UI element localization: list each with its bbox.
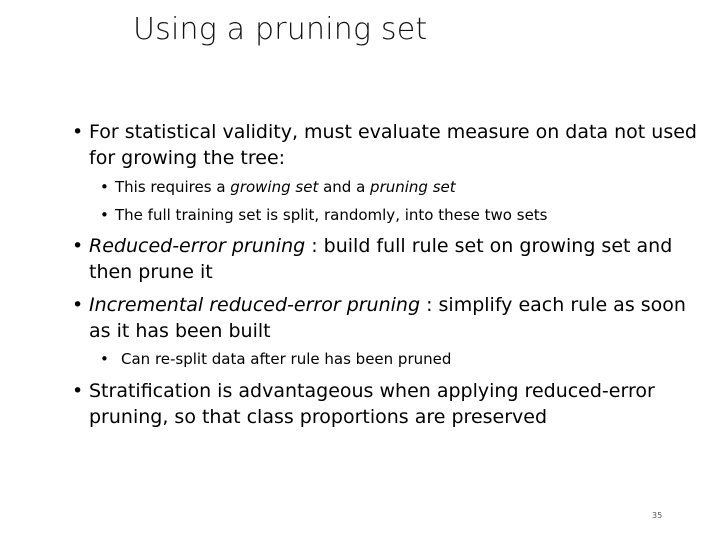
slide-title: Using a pruning set [133, 12, 428, 47]
subbullet-resplit-data [100, 349, 720, 369]
subbullet-growing-pruning-sets [100, 177, 715, 197]
bullet-marker: • [72, 121, 84, 143]
bullet-text: : simplify each rule as soon as it has been built [89, 294, 686, 342]
bullet-emphasis-growing-set: growing set [230, 178, 319, 196]
page-number: 35 [652, 511, 663, 520]
bullet-marker: • [72, 380, 84, 402]
bullet-text-pre: This requires a [115, 178, 231, 196]
bullet-marker: • [100, 178, 109, 196]
bullet-text: Stratification is advantageous when applying reduced-error pruning, so that class proportions are preserved [89, 380, 655, 428]
bullet-text-mid: and a [318, 178, 371, 196]
bullet-reduced-error-pruning [72, 233, 709, 285]
bullet-emphasis: Incremental reduced-error pruning [89, 294, 421, 316]
bullet-marker: • [100, 350, 109, 368]
bullet-emphasis-pruning-set: pruning set [370, 178, 456, 196]
bullet-statistical-validity [72, 119, 709, 171]
bullet-marker: • [100, 206, 109, 224]
bullet-marker: • [72, 294, 84, 316]
bullet-text: Can re-split data after rule has been pruned [121, 350, 452, 368]
bullet-emphasis: Reduced-error pruning [89, 235, 306, 257]
bullet-stratification [72, 378, 709, 430]
bullet-text: The full training set is split, randomly, into these two sets [115, 206, 548, 224]
bullet-text: : build full rule set on growing set and then prune it [89, 235, 673, 283]
bullet-marker: • [72, 235, 84, 257]
bullet-text: For statistical validity, must evaluate measure on data not used for growing the tree: [89, 121, 697, 169]
bullet-incremental-pruning [72, 292, 709, 344]
subbullet-training-split [100, 205, 715, 225]
